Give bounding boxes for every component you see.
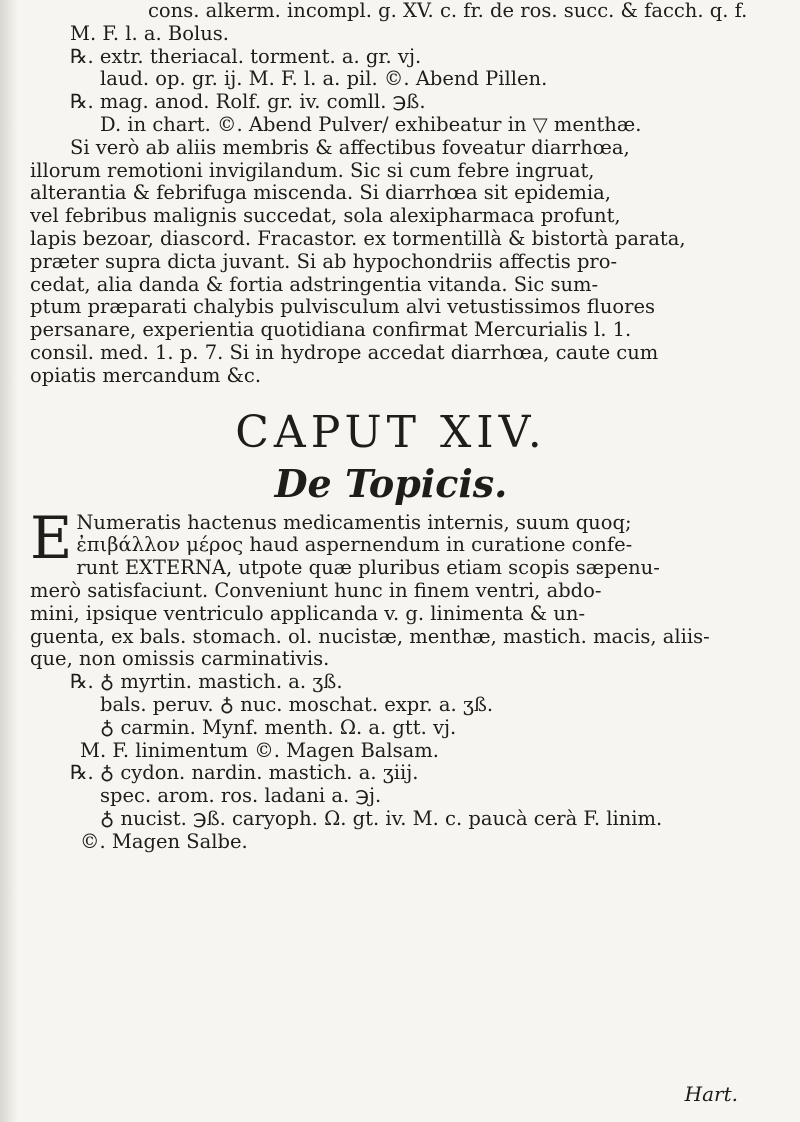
paragraph xyxy=(30,503,752,672)
text-line: ℞. extr. theriacal. torment. a. gr. vj. xyxy=(70,45,422,68)
text-line: lapis bezoar, diascord. Fracastor. ex tormentillà & bistortà parata, xyxy=(30,227,686,250)
recipe-line: ♁ nucist. ℈ß. caryoph. Ω. gt. iv. M. c. paucà cerà F. linim. xyxy=(100,807,663,830)
text-line: Numeratis hactenus medicamentis internis, suum quoq; xyxy=(76,511,632,534)
recipe-line: ♁ carmin. Mynf. menth. Ω. a. gtt. vj. xyxy=(100,716,457,739)
text-line: alterantia & febrifuga miscenda. Si diarrhœa sit epidemia, xyxy=(30,182,611,205)
text-line: mini, ipsique ventriculo applicanda v. g. linimenta & un- xyxy=(30,602,586,625)
text-line: præter supra dicta juvant. Si ab hypochondriis affectis pro- xyxy=(30,250,618,273)
text-line: consil. med. 1. p. 7. Si in hydrope accedat diarrhœa, caute cum xyxy=(30,341,659,364)
page-text xyxy=(30,0,752,854)
text-line: Si verò ab aliis membris & affectibus foveatur diarrhœa, xyxy=(70,136,630,159)
text-line: illorum remotioni invigilandum. Sic si cum febre ingruat, xyxy=(30,159,595,182)
recipe-line: ℞. ♁ myrtin. mastich. a. ʒß. xyxy=(70,671,343,694)
recipes xyxy=(30,671,752,853)
page-gutter-shadow xyxy=(0,0,18,1122)
text-line: ptum præparati chalybis pulvisculum alvi vetustissimos fluores xyxy=(30,296,656,319)
text-line: vel febribus malignis succedat, sola alexipharmaca profunt, xyxy=(30,205,621,228)
text-line: cedat, alia danda & fortia adstringentia vitanda. Sic sum- xyxy=(30,273,599,296)
recipe-line: spec. arom. ros. ladani a. ℈j. xyxy=(100,785,382,808)
text-line: merò satisfaciunt. Conveniunt hunc in finem ventri, abdo- xyxy=(30,579,602,602)
text-line: persanare, experientia quotidiana confirmat Mercurialis l. 1. xyxy=(30,319,632,342)
drop-cap: E xyxy=(30,503,73,572)
recipe-line: ©. Magen Salbe. xyxy=(80,830,248,853)
text-line: opiatis mercandum &c. xyxy=(30,364,262,387)
text-line: que, non omissis carminativis. xyxy=(30,648,330,671)
text-line: ℞. mag. anod. Rolf. gr. iv. comll. ℈ß. xyxy=(70,91,426,114)
catchword: Hart. xyxy=(684,1082,738,1106)
text-line: laud. op. gr. ij. M. F. l. a. pil. ©. Abend Pillen. xyxy=(100,68,548,91)
text-line: cons. alkerm. incompl. g. XV. c. fr. de ros. succ. & facch. q. f. xyxy=(148,0,748,22)
chapter-subheading: De Topicis. xyxy=(274,460,508,506)
text-line: guenta, ex bals. stomach. ol. nucistæ, menthæ, mastich. macis, aliis- xyxy=(30,625,710,648)
recipe-line: bals. peruv. ♁ nuc. moschat. expr. a. ʒß. xyxy=(100,693,494,716)
chapter-heading: CAPUT XIV. xyxy=(235,406,547,458)
text-line: D. in chart. ©. Abend Pulver/ exhibeatur in ▽ menthæ. xyxy=(100,113,642,136)
text-line: runt EXTERNA, utpote quæ pluribus etiam scopis sæpenu- xyxy=(76,557,660,580)
text-line: M. F. l. a. Bolus. xyxy=(70,22,229,45)
recipe-line: ℞. ♁ cydon. nardin. mastich. a. ʒiij. xyxy=(70,762,419,785)
recipe-line: M. F. linimentum ©. Magen Balsam. xyxy=(80,739,439,762)
text-line: ἐπιβάλλον μέρος haud aspernendum in curatione confe- xyxy=(76,534,633,557)
